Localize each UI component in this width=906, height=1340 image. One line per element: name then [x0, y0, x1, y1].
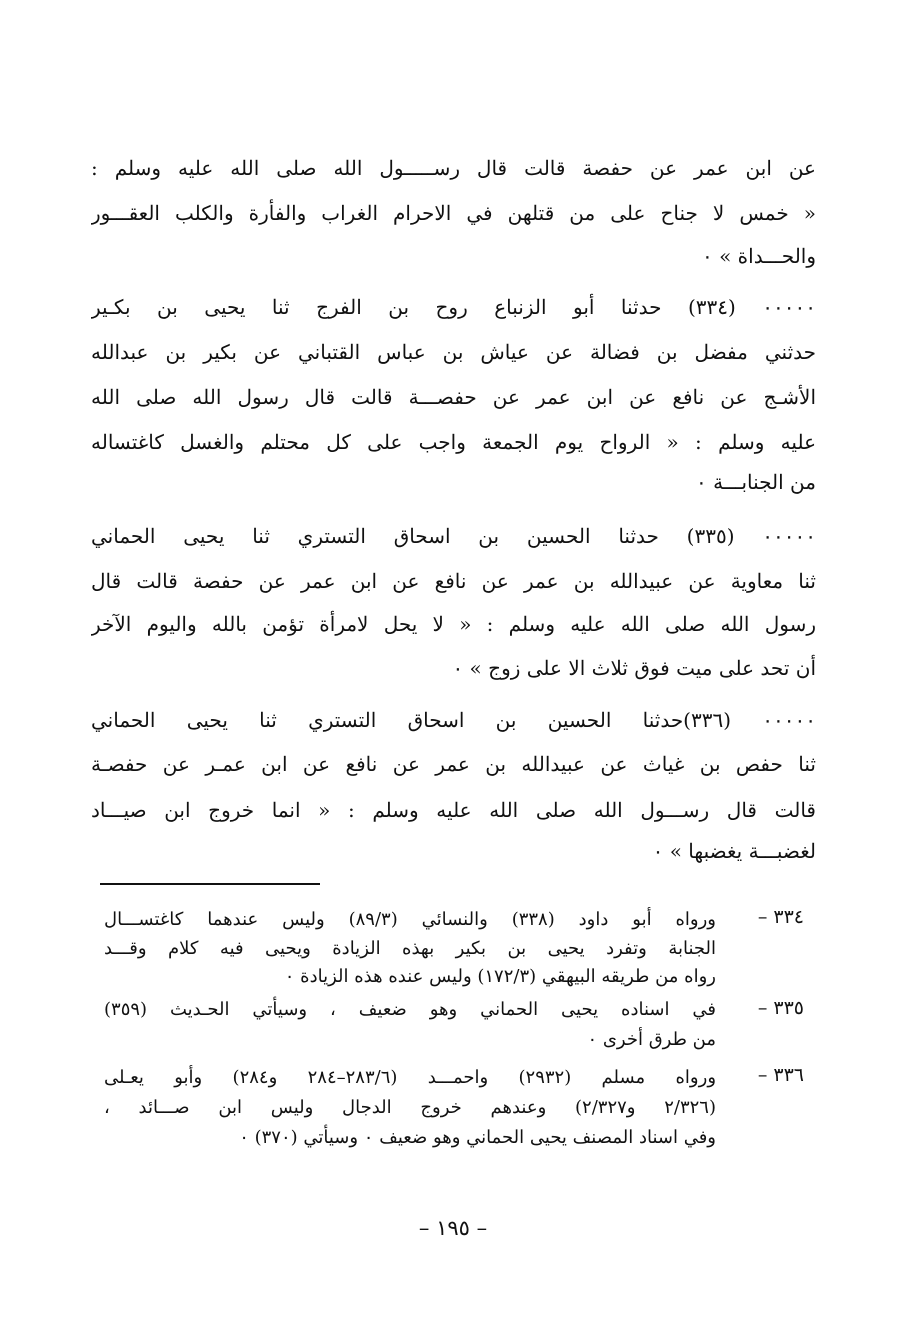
footnote-line: ورواه مسلم (٢٩٣٢) واحمـــد (٢٨٣/٦–٢٨٤ و٢٨٤) وأبو يعـلى	[104, 1067, 716, 1088]
body-line: الأشـج عن نافع عن ابن عمر عن حفصـــة قالت قال رسول الله صلى الله	[91, 385, 816, 409]
page-number: – ١٩٥ –	[418, 1216, 488, 1240]
body-line: ثنا حفص بن غياث عن عبيدالله بن عمر عن نافع عن ابن عمـر عن حفصـة	[91, 752, 816, 776]
footnote-line: من طرق أخرى ٠	[587, 1029, 716, 1050]
body-line: « خمس لا جناح على من قتلهن في الاحرام الغراب والفأرة والكلب العقـــور	[91, 201, 816, 225]
footnote-number-334: ٣٣٤ –	[757, 906, 804, 928]
hadith-heading-335: ٠٠٠٠٠ (٣٣٥) حدثنا الحسين بن اسحاق التستري ثنا يحيى الحماني	[91, 524, 816, 548]
body-line: عن ابن عمر عن حفصة قالت قال رســـــول الله صلى الله عليه وسلم :	[91, 156, 816, 180]
footnote-number-335: ٣٣٥ –	[757, 997, 804, 1019]
footnote-line: الجنابة وتفرد يحيى بن بكير بهذه الزيادة ويحيى فيه كلام وقـــد	[104, 938, 716, 959]
body-line: حدثني مفضل بن فضالة عن عياش بن عباس القتباني عن بكير بن عبدالله	[91, 340, 816, 364]
body-line: رسول الله صلى الله عليه وسلم : « لا يحل لامرأة تؤمن بالله واليوم الآخر	[91, 612, 816, 636]
body-line: لغضبـــة يغضبها » ٠	[652, 839, 816, 863]
body-line: والحـــداة » ٠	[701, 244, 816, 268]
hadith-heading-336: ٠٠٠٠٠ (٣٣٦)حدثنا الحسين بن اسحاق التستري ثنا يحيى الحماني	[91, 708, 816, 732]
body-line: من الجنابـــة ٠	[696, 470, 816, 494]
footnote-number-336: ٣٣٦ –	[757, 1064, 804, 1086]
footnote-line: ورواه أبو داود (٣٣٨) والنسائي (٨٩/٣) وليس عندهما كاغتســـال	[104, 909, 716, 930]
hadith-heading-334: ٠٠٠٠٠ (٣٣٤) حدثنا أبو الزنباع روح بن الفرج ثنا يحيى بن بكـير	[91, 295, 816, 319]
body-line: ثنا معاوية عن عبيدالله بن عمر عن نافع عن ابن عمر عن حفصة قالت قال	[91, 569, 816, 593]
footnote-line: رواه من طريقه البيهقي (١٧٢/٣) وليس عنده هذه الزيادة ٠	[284, 966, 716, 987]
body-line: قالت قال رســـول الله صلى الله عليه وسلم : « انما خروج ابن صيـــاد	[91, 798, 816, 822]
footnote-line: (٢/٣٢٦ و٢/٣٢٧) وعندهم خروج الدجال وليس ابن صـــائد ،	[104, 1097, 716, 1118]
footnote-line: وفي اسناد المصنف يحيى الحماني وهو ضعيف ٠ وسيأتي (٣٧٠) ٠	[239, 1127, 716, 1148]
body-line: أن تحد على ميت فوق ثلاث الا على زوج » ٠	[452, 656, 816, 680]
body-line: عليه وسلم : « الرواح يوم الجمعة واجب على كل محتلم والغسل كاغتساله	[91, 430, 816, 454]
footnote-line: في اسناده يحيى الحماني وهو ضعيف ، وسيأتي الحـديث (٣٥٩)	[104, 999, 716, 1020]
footnote-separator	[100, 883, 320, 885]
